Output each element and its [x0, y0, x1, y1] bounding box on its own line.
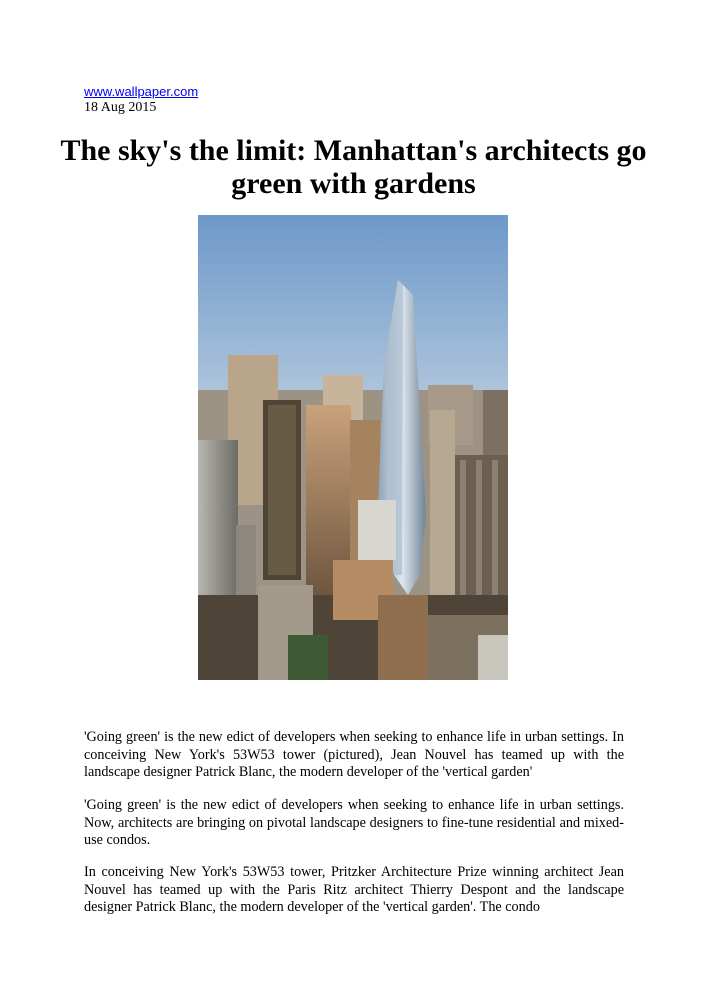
publication-date: 18 Aug 2015: [84, 100, 157, 115]
article-paragraph-lead: 'Going green' is the new edict of developers when seeking to enhance life in urban settings. In conceiving New York's 53W53 tower (pictured), Jean Nouvel has teamed up with the landscape designer Patrick Blanc, the modern developer of the 'vertical garden': [84, 729, 624, 780]
article-paragraph: In conceiving New York's 53W53 tower, Pritzker Architecture Prize winning architect Jean Nouvel has teamed up with the Paris Ritz architect Thierry Despont and the landscape designer Patrick Blanc, the modern developer of the 'vertical garden'. The condo: [84, 864, 624, 915]
skyline-illustration: [198, 215, 508, 680]
article-paragraph: 'Going green' is the new edict of developers when seeking to enhance life in urban settings. Now, architects are bringing on pivotal landscape designers to fine-tune residential and mixed-use condos.: [84, 797, 624, 848]
article-photo: [198, 215, 508, 680]
source-link[interactable]: www.wallpaper.com: [84, 84, 199, 99]
article-title: The sky's the limit: Manhattan's architects go green with gardens: [60, 134, 647, 200]
